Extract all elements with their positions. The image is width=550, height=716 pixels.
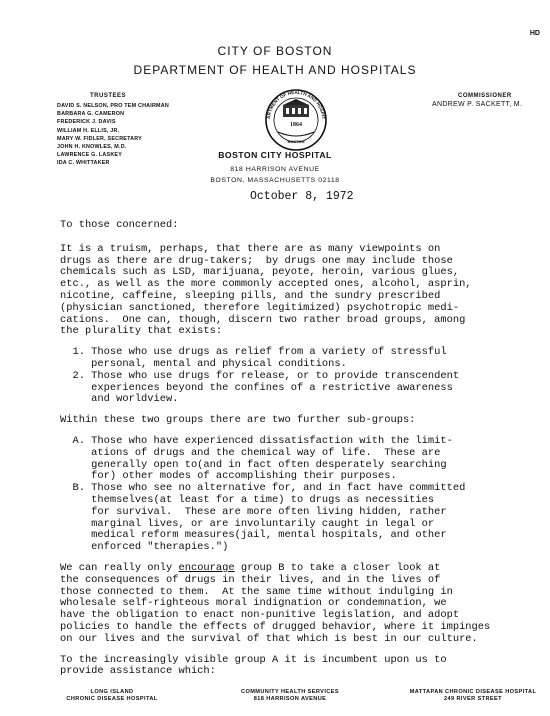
text-line: chemicals such as LSD, marijuana, peyote, heroin, various glues, [60, 266, 460, 279]
footer-right [400, 689, 546, 703]
list-item: experiences beyond the confines of a restrictive awareness [60, 381, 453, 394]
footer-line: COMMUNITY HEALTH SERVICES [241, 689, 339, 695]
lettered-list [60, 436, 540, 554]
salutation: To those concerned: [60, 219, 179, 231]
seal-year: 1864 [290, 122, 302, 128]
trustees-heading: TRUSTEES [90, 93, 127, 99]
city-seal-icon [256, 88, 336, 152]
footer-center [230, 689, 350, 703]
text-line: To the increasingly visible group A it is incumbent upon us to [60, 653, 447, 666]
letterhead-department: DEPARTMENT OF HEALTH AND HOSPITALS [133, 63, 417, 77]
footer-line: LONG ISLAND [90, 689, 134, 695]
trustee-name: WILLIAM H. ELLIS, JR. [57, 127, 120, 134]
text-line: etc., as well as the more commonly accepted ones, alcohol, asprin, [60, 278, 472, 291]
text-line: It is a truism, perhaps, that there are as many viewpoints on [60, 242, 441, 255]
trustee-name: LAWRENCE G. LASKEY [57, 152, 122, 159]
list-item: B. Those who see no alternative for, and in fact have committed [60, 482, 466, 495]
list-item: personal, mental and physical conditions. [60, 357, 347, 370]
trustee-name: DAVID S. NELSON, PRO TEM CHAIRMAN [57, 103, 169, 109]
list-item: enforced "therapies.") [60, 541, 229, 554]
trustee-name: IDA C. WHITTAKER [57, 160, 110, 167]
text-line: (physician sanctioned, therefore legitimized) psychotropic medi- [60, 301, 460, 314]
text-line: provide assistance which: [60, 665, 216, 678]
numbered-list [60, 347, 540, 406]
text-run: We can really only [60, 561, 179, 574]
footer-line: 249 RIVER STREET [443, 696, 502, 702]
text-line: drugs as there are drug-takers; by drugs one may include those [60, 254, 453, 267]
list-item: and worldview. [60, 393, 179, 406]
trustee-name: JOHN H. KNOWLES, M.D. [57, 144, 127, 151]
list-item: 2. Those who use drugs for release, or to provide transcendent [60, 369, 460, 382]
footer-left [52, 689, 172, 703]
list-item: A. Those who have experienced dissatisfaction with the limit- [60, 434, 453, 447]
list-item: marginal lives, or are involuntarily caught in legal or [60, 517, 435, 530]
corner-mark: HD [529, 30, 540, 37]
text-line: wholesale self-righteous moral indignation or condemnation, we [60, 597, 447, 610]
paragraph-3 [60, 563, 540, 646]
list-item: 1. Those who use drugs as relief from a variety of stressful [60, 346, 447, 359]
letterhead-city: CITY OF BOSTON [217, 44, 333, 58]
list-item: medical reform measures(jail, mental hospitals, and other [60, 529, 447, 542]
seal-top-text: ARTMENT OF HEALTH AND HOSPIT [265, 90, 326, 120]
paragraph-2: Within these two groups there are two further sub-groups: [60, 414, 416, 427]
commissioner-heading: COMMISSIONER [458, 93, 512, 99]
trustee-name: MARY W. FIDLER, SECRETARY [57, 135, 142, 142]
list-item: generally open to(and in fact often desperately searching [60, 458, 447, 471]
text-line: policies to handle the effects of drugged behavior, where it impinges [60, 620, 491, 633]
footer-line: 818 HARRISON AVENUE [253, 696, 327, 702]
text-line: nicotine, caffeine, sleeping pills, and the sundry prescribed [60, 289, 441, 302]
trustee-name: BARBARA G. CAMERON [57, 111, 125, 118]
text-line [60, 563, 540, 575]
list-item: for) other modes of accomplishing their purposes. [60, 470, 397, 483]
text-line: the consequences of drugs in their lives, and in the lives of [60, 573, 441, 586]
hospital-city: BOSTON, MASSACHUSETTS 02118 [210, 177, 340, 184]
list-item: for survival. These are more often living hidden, rather [60, 505, 447, 518]
commissioner-name: ANDREW P. SACKETT, M. [432, 101, 523, 108]
text-run: group B to take a closer look at [234, 561, 441, 574]
text-line: the plurality that exists: [60, 325, 223, 338]
paragraph-4 [60, 655, 540, 679]
text-line: those connected to them. At the same time without indulging in [60, 585, 453, 598]
letter-date: October 8, 1972 [250, 190, 354, 203]
trustee-name: FREDERICK J. DAVIS [57, 119, 116, 126]
footer-line: CHRONIC DISEASE HOSPITAL [66, 696, 158, 702]
text-line: have the obligation to enact non-punitive legislation, and adopt [60, 609, 460, 622]
text-line: cations. One can, though, discern two rather broad groups, among [60, 313, 466, 326]
footer-line: MATTAPAN CHRONIC DISEASE HOSPITAL [409, 689, 537, 695]
text-line: on our lives and the survival of that which is best in our culture. [60, 632, 478, 645]
hospital-name: BOSTON CITY HOSPITAL [218, 150, 332, 160]
list-item: ations of drugs and the chemical way of life. These are [60, 446, 441, 459]
letter-body [60, 220, 540, 678]
underlined-word: encourage [178, 561, 235, 574]
paragraph-1 [60, 244, 540, 338]
seal-bottom-text: BOSTON [287, 139, 305, 144]
list-item: themselves(at least for a time) to drugs as necessities [60, 493, 435, 506]
hospital-street: 818 HARRISON AVENUE [230, 166, 320, 173]
